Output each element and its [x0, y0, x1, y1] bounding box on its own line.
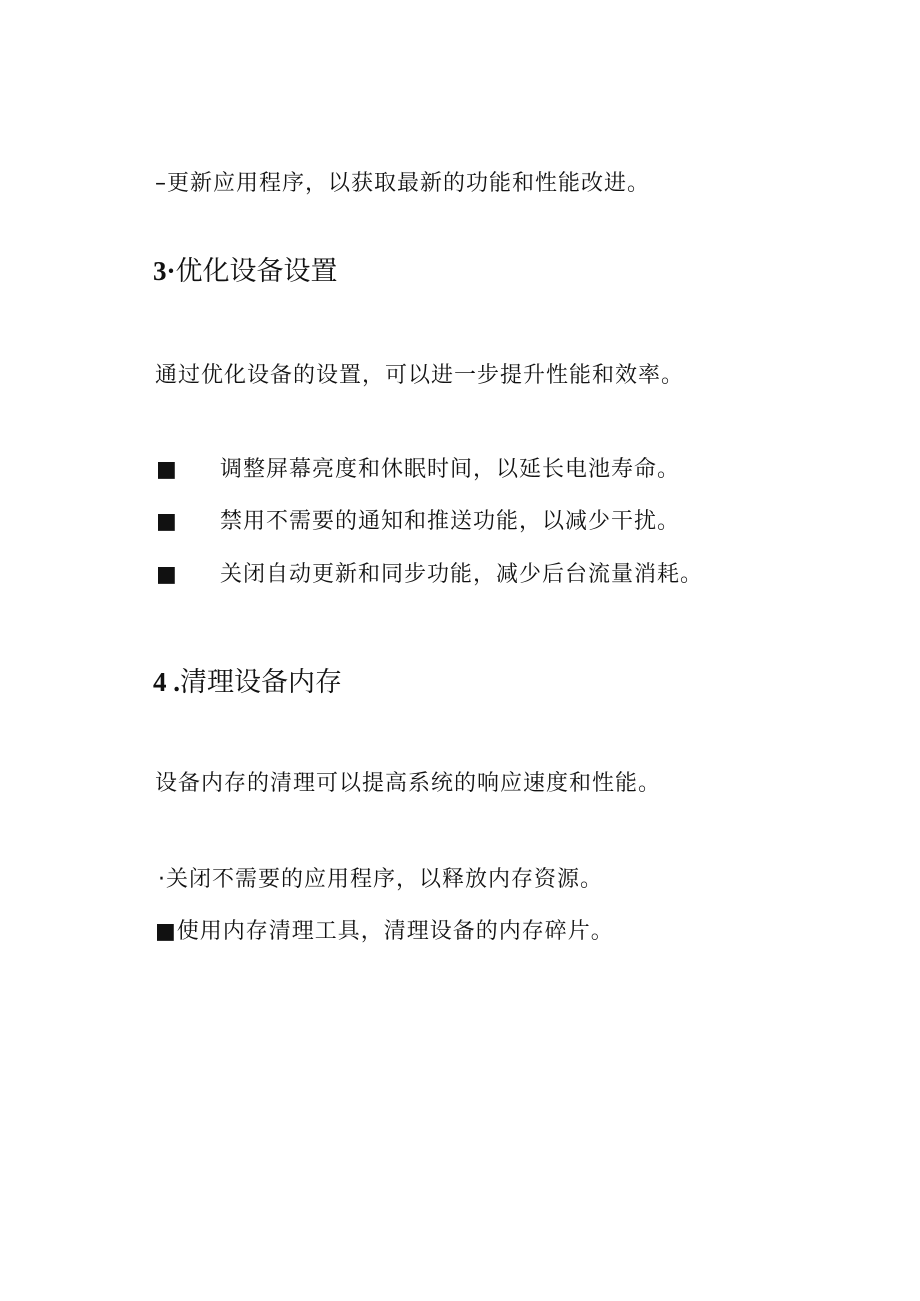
- section-3-title: 优化设备设置: [175, 256, 338, 287]
- section-4-bullet-1: [158, 866, 603, 894]
- section-3-intro: 通过优化设备的设置，可以进一步提升性能和效率。: [155, 363, 685, 388]
- section-3-number: 3·: [153, 256, 176, 286]
- square-bullet-icon: ■: [155, 919, 177, 944]
- section-4-number: 4 .: [153, 667, 180, 697]
- square-bullet-icon: ■: [156, 562, 178, 587]
- section-3-bullet-2-text: 禁用不需要的通知和推送功能，以减少干扰。: [220, 509, 681, 534]
- section-4-bullet-2: [155, 918, 614, 946]
- section-4-heading: [153, 665, 342, 700]
- section-3-bullet-1-text: 调整屏幕亮度和休眠时间，以延长电池寿命。: [220, 457, 681, 482]
- update-apps-line: –更新应用程序，以获取最新的功能和性能改进。: [155, 171, 651, 196]
- section-4-title: 清理设备内存: [180, 667, 342, 698]
- section-3-heading: [153, 254, 338, 289]
- dot-bullet-icon: ·: [158, 867, 166, 892]
- section-4-intro: 设备内存的清理可以提高系统的响应速度和性能。: [155, 771, 662, 796]
- square-bullet-icon: ■: [156, 509, 178, 534]
- square-bullet-icon: ■: [156, 457, 178, 482]
- section-3-bullet-3-text: 关闭自动更新和同步功能，减少后台流量消耗。: [220, 562, 704, 587]
- section-4-bullet-1-text: 关闭不需要的应用程序，以释放内存资源。: [166, 867, 604, 892]
- section-4-bullet-2-text: 使用内存清理工具，清理设备的内存碎片。: [176, 919, 614, 944]
